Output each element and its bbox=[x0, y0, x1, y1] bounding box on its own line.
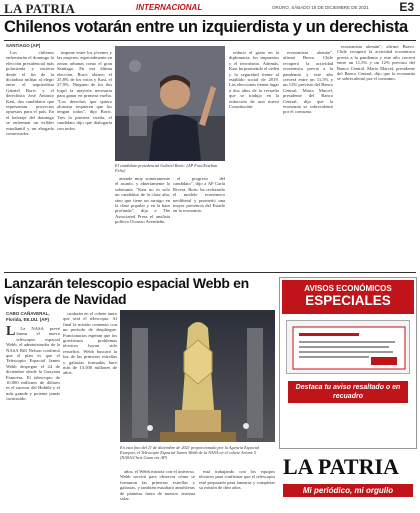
story1-column-5 bbox=[229, 50, 279, 270]
la-patria-promo bbox=[279, 452, 417, 510]
story2-column-3 bbox=[120, 469, 195, 510]
story1-column-3 bbox=[115, 176, 170, 270]
dropcap: L bbox=[6, 326, 16, 339]
story-divider bbox=[4, 272, 416, 273]
ad-title-1: AVISOS ECONÓMICOS bbox=[304, 284, 392, 293]
promo-logo: LA PATRIA bbox=[283, 454, 399, 479]
story2-column-4 bbox=[199, 469, 275, 510]
webb-photo-caption: En esta foto del 11 de diciembre de 2021 proporcionada por la Agencia Espacial Europea, el Telescopio Espacial James Webb de la NASA en el cohete Ariane 5 (NASA/Chris Gunn vía AP) bbox=[120, 445, 260, 460]
headline-webb-line-2: víspera de Navidad bbox=[4, 291, 127, 307]
page-number: E3 bbox=[399, 0, 414, 14]
story1-paragraph-1: Los chilenos enfrentarán el domingo la elección presidencial más polarizada y incierta desde el fin de la dictadura militar al elegir entre el izquierdista Gabriel Boric y el derechista José Antonio Kast, dos candidatos que representan proyectos opuestos para el país. En el balotaje del domingo se enfrentan un exlíder estudiantil y un abogado conservador. bbox=[6, 50, 54, 137]
byline-cabo-canaveral: CABO CAÑAVERAL, Florida, EE.UU. (AP) bbox=[6, 311, 50, 322]
headline-webb-line-1: Lanzarán telescopio espacial Webb en bbox=[4, 275, 249, 291]
story1-paragraph-6: economista alemán", afirmó Bravo. Chile recuperó la actividad económica previa a la pandemia y este año crecerá entre un 11,5% y un 12% previsto del Banco Central. Mario Marcel, presidente del Banco Central, dijo que la economía se sobrecalentó por el consumo. bbox=[283, 50, 333, 115]
webb-photo-illustration bbox=[120, 310, 275, 442]
webb-photo bbox=[120, 310, 275, 442]
story2-column-1 bbox=[6, 326, 60, 510]
story1-paragraph-7: economista alemán", afirmó Bravo. Chile recuperó la actividad económica previa a la pandemia y este año crecerá entre un 11,5% y un 12% previsto del Banco Central. Mario Marcel, presidente del Banco Central, dijo que la economía se sobrecalentó por el consumo. bbox=[337, 44, 415, 82]
story2-paragraph-2: cuidarán en el cohete tanto que será el telescopio. Al final la misión comenzó con un período de despliegue. Funcionarios esperan que los gravísimos problemas técnicos hayan sido resueltos. Webb buscará la luz de las primeras estrellas y galaxias formadas hace más de 13.500 millones de años. bbox=[63, 311, 117, 376]
story1-column-1 bbox=[6, 50, 54, 270]
story2-paragraph-4: está trabajando con los equipos técnicos para confirmar que el telescopio esté preparado para lanzarse y completar su misión de diez años. bbox=[199, 469, 275, 491]
boric-photo bbox=[115, 46, 225, 161]
story1-column-7 bbox=[337, 44, 415, 270]
story1-column-2 bbox=[57, 50, 112, 270]
story2-paragraph-3: años, el Webb miraría con el universo. Webb servirá para observar cómo se formaron las primeras estrellas y galaxias, y también estudiará atmósferas de planetas fuera de nuestro sistema solar. bbox=[120, 469, 195, 502]
byline-santiago: SANTIAGO (AP) bbox=[6, 43, 41, 48]
story1-paragraph-4: el progreso del candidato", dijo a AP Carla Rivera. Boric ha rechazado el modelo económico neoliberal y prometió una mayor presencia del Estado en la economía. bbox=[173, 176, 225, 214]
story2-paragraph-1: La NASA prevé lanzar el nuevo telescopio espacial Webb, el administrador de la NASA Bill Nelson confirmó que el plan es que el Telescopio Espacial James Webb despegue el 24 de diciembre desde la Guayana Francesa. El telescopio de 10.000 millones de dólares es el sucesor del Hubble y el más grande y potente jamás construido. bbox=[6, 326, 60, 402]
promo-slogan: Mi periódico, mi orgullo bbox=[283, 484, 413, 497]
story1-column-4 bbox=[173, 176, 225, 270]
ad-sample-graphic bbox=[287, 321, 411, 375]
dateline: ORURO, SÁBADO 18 DE DICIEMBRE DE 2021 bbox=[272, 5, 369, 10]
masthead bbox=[0, 0, 420, 16]
headline-rule bbox=[4, 40, 416, 41]
headline-election: Chilenos votarán entre un izquierdista y un derechista bbox=[4, 18, 408, 36]
ad-title-2: ESPECIALES bbox=[305, 293, 391, 308]
story1-column-6 bbox=[283, 50, 333, 270]
classifieds-ad[interactable] bbox=[279, 277, 417, 449]
ad-sample-box bbox=[286, 320, 410, 374]
story1-paragraph-5: reducir el gasto en la diplomacia, los impuestos y el terrorismo. Además, Kast ha prometido el orden y la seguridad frente al estallido social de 2019. Las elecciones tienen lugar a dos años de la revuelta que se tradujo en la redacción de una nueva Constitución. bbox=[229, 50, 279, 110]
boric-photo-caption: El candidato presidencial Gabriel Boric. (AP Foto/Esteban Felix) bbox=[115, 163, 218, 173]
ad-highlight-bar: Destaca tu aviso resaltado o en recuadro bbox=[288, 381, 408, 403]
newspaper-logo: LA PATRIA bbox=[4, 1, 76, 16]
section-label: INTERNACIONAL bbox=[136, 3, 203, 12]
story2-column-2 bbox=[63, 311, 117, 510]
headline-webb bbox=[4, 275, 276, 307]
boric-photo-illustration bbox=[115, 46, 225, 161]
ad-header bbox=[282, 280, 414, 314]
story1-paragraph-2: impone entre los jóvenes y las mujeres, especialmente en zonas urbanas como el gran Santiago. En esa última elección, Boric obtuvo el 25,8% de los votos y Kast, el 27,9%. Ninguno de los dos logró la mayoría necesaria para ganar en primera vuelta. "Los derechos que quiero alcanzar requieren que los tengan todos", dijo Boric. Tres la primera vuelta, el candidato dijo que dialogaría con todos. bbox=[57, 50, 112, 131]
story1-paragraph-3: atiende muy someramente el asunto, y abiertamente la soberanía. "Kast no es solo un candidato de la clase alta, sino que tiene un arraigo en la clase popular y en la base profunda", dijo a The Associated Press el analista político Octavio Avendaño. bbox=[115, 176, 170, 225]
